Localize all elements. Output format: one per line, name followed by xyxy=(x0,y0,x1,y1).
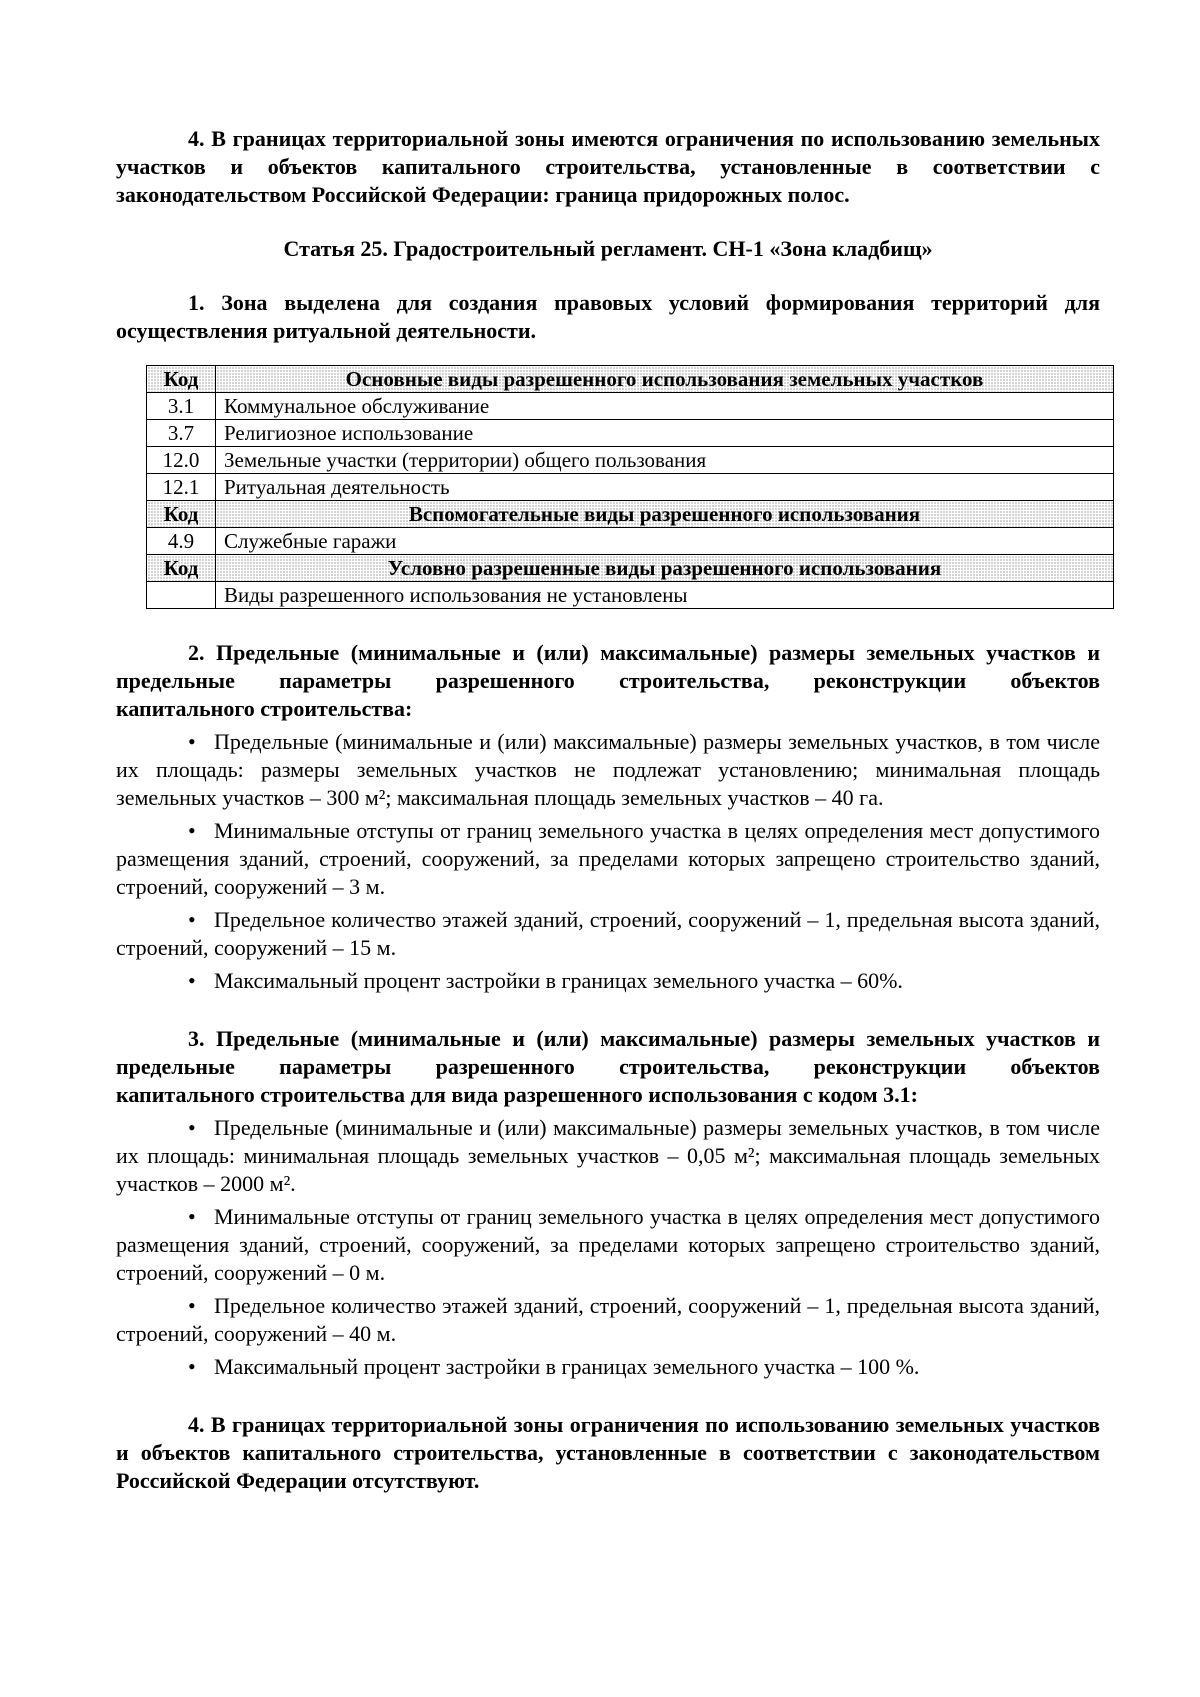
bullet-item xyxy=(116,906,1100,962)
bullet-item xyxy=(116,728,1100,812)
table-cell-name: Религиозное использование xyxy=(216,420,1114,447)
bullet-text: Предельное количество этажей зданий, строений, сооружений – 1, предельная высота зданий, строений, сооружений – 40 м. xyxy=(116,1293,1100,1346)
section-item-2 xyxy=(116,639,1100,995)
table-header-code: Код xyxy=(147,501,216,528)
bullet-text: Максимальный процент застройки в границах земельного участка – 60%. xyxy=(214,968,903,993)
bullet-text: Предельные (минимальные и (или) максимальные) размеры земельных участков, в том числе их площадь: минимальная площадь земельных участков – 0,05 м²; максимальная площадь земельных участков – 2000 м². xyxy=(116,1115,1100,1196)
table-row xyxy=(147,528,1114,555)
table-cell-code: 4.9 xyxy=(147,528,216,555)
table-header-code: Код xyxy=(147,366,216,393)
bullet-text: Минимальные отступы от границ земельного участка в целях определения мест допустимого размещения зданий, строений, сооружений, за пределами которых запрещено строительство зданий, строений, сооружений – 3 м. xyxy=(116,818,1100,899)
bullet-item xyxy=(116,1292,1100,1348)
item-2-heading-line: предельные параметры разрешенного строительства, реконструкции объектов xyxy=(116,668,1100,693)
table-cell-code xyxy=(147,582,216,609)
table-row xyxy=(147,447,1114,474)
section-item-4-bottom xyxy=(116,1411,1100,1495)
bullet-icon: • xyxy=(188,1204,196,1229)
paragraph-item-1-zone-purpose: 1. Зона выделена для создания правовых условий формирования территорий для осуществления ритуальной деятельности. xyxy=(116,290,1100,343)
bullet-text: Предельные (минимальные и (или) максимальные) размеры земельных участков, в том числе их площадь: размеры земельных участков не подлежат установлению; минимальная площадь земельных участков – 300 м²; максимальная площадь земельных участков – 40 га. xyxy=(116,729,1100,810)
table-header-code: Код xyxy=(147,555,216,582)
table-header-row-conditional xyxy=(147,555,1114,582)
table-header-conditional-uses: Условно разрешенные виды разрешенного использования xyxy=(216,555,1114,582)
bullet-text: Минимальные отступы от границ земельного участка в целях определения мест допустимого размещения зданий, строений, сооружений, за пределами которых запрещено строительство зданий, строений, сооружений – 0 м. xyxy=(116,1204,1100,1285)
table-cell-name: Земельные участки (территории) общего пользования xyxy=(216,447,1114,474)
table-header-auxiliary-uses: Вспомогательные виды разрешенного использования xyxy=(216,501,1114,528)
table-cell-name: Коммунальное обслуживание xyxy=(216,393,1114,420)
table-cell-name: Виды разрешенного использования не установлены xyxy=(216,582,1114,609)
table-row xyxy=(147,420,1114,447)
bullet-text: Максимальный процент застройки в границах земельного участка – 100 %. xyxy=(214,1354,920,1379)
bullet-icon: • xyxy=(188,1293,196,1318)
bullet-text: Предельное количество этажей зданий, строений, сооружений – 1, предельная высота зданий, строений, сооружений – 15 м. xyxy=(116,907,1100,960)
article-title: Статья 25. Градостроительный регламент. СН-1 «Зона кладбищ» xyxy=(283,236,933,261)
paragraph-item-4-no-restrictions: 4. В границах территориальной зоны ограничения по использованию земельных участков и объектов капитального строительства, установленные в соответствии с законодательством Российской Федерации отсутствуют. xyxy=(116,1412,1100,1493)
bullet-icon: • xyxy=(188,818,196,843)
document-page xyxy=(116,125,1100,1495)
item-3-heading-line: предельные параметры разрешенного строительства, реконструкции объектов xyxy=(116,1054,1100,1079)
bullet-item xyxy=(116,1114,1100,1198)
item-3-heading-line: капитального строительства для вида разрешенного использования с кодом 3.1: xyxy=(116,1082,918,1107)
bullet-icon: • xyxy=(188,1354,196,1379)
bullet-item xyxy=(116,817,1100,901)
item-2-heading-line: 2. Предельные (минимальные и (или) максимальные) размеры земельных участков и xyxy=(188,640,1100,665)
land-use-table xyxy=(146,365,1114,609)
table-header-row-main xyxy=(147,366,1114,393)
table-cell-name: Ритуальная деятельность xyxy=(216,474,1114,501)
item-3-heading-line: 3. Предельные (минимальные и (или) максимальные) размеры земельных участков и xyxy=(188,1026,1100,1051)
item-2-heading-line: капитального строительства: xyxy=(116,696,413,721)
table-cell-code: 3.7 xyxy=(147,420,216,447)
table-header-main-uses: Основные виды разрешенного использования земельных участков xyxy=(216,366,1114,393)
table-row xyxy=(147,474,1114,501)
bullet-item xyxy=(116,1203,1100,1287)
table-cell-code: 12.0 xyxy=(147,447,216,474)
bullet-icon: • xyxy=(188,729,196,754)
section-item-3 xyxy=(116,1025,1100,1381)
paragraph-item-4-restrictions: 4. В границах территориальной зоны имеются ограничения по использованию земельных участков и объектов капитального строительства, установленные в соответствии с законодательством Российской Федерации: граница придорожных полос. xyxy=(116,126,1100,207)
bullet-icon: • xyxy=(188,1115,196,1140)
bullet-item xyxy=(116,967,1100,995)
table-cell-name: Служебные гаражи xyxy=(216,528,1114,555)
bullet-item xyxy=(116,1353,1100,1381)
table-cell-code: 3.1 xyxy=(147,393,216,420)
bullet-icon: • xyxy=(188,907,196,932)
table-cell-code: 12.1 xyxy=(147,474,216,501)
table-header-row-auxiliary xyxy=(147,501,1114,528)
table-row xyxy=(147,393,1114,420)
bullet-icon: • xyxy=(188,968,196,993)
table-row xyxy=(147,582,1114,609)
